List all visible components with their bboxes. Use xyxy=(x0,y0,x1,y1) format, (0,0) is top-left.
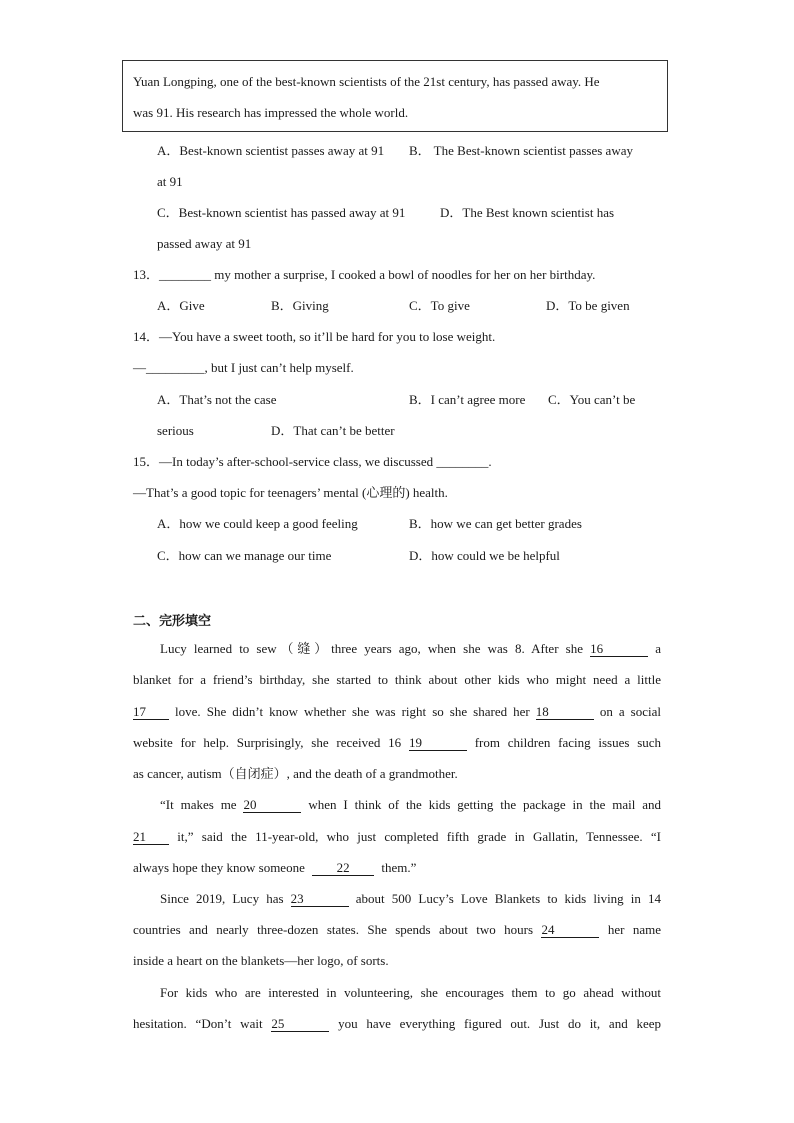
blank-22[interactable]: 22 xyxy=(312,861,374,876)
q12-option-c[interactable]: C．Best-known scientist has passed away at 91 xyxy=(157,205,406,220)
blank-19[interactable]: 19 xyxy=(409,736,467,751)
q15-blank: ________ xyxy=(436,454,489,469)
passage-p4-line-1: For kids who are interested in volunteering, she encourages them to go ahead without xyxy=(160,985,661,1000)
text-span: when I think of the kids getting the package in the mail and xyxy=(308,797,662,812)
text-span: Since 2019, Lucy has xyxy=(160,891,284,906)
q15-option-a[interactable]: A．how we could keep a good feeling xyxy=(157,516,358,531)
blank-18[interactable]: 18 xyxy=(536,705,594,720)
section-title-cloze: 二、完形填空 xyxy=(133,614,212,629)
text-span: you have everything figured out. Just do it, and keep xyxy=(338,1016,662,1031)
passage-p2-line-3 xyxy=(133,860,416,876)
q15-stem-line-1 xyxy=(133,454,492,470)
blank-17[interactable]: 17 xyxy=(133,705,169,720)
q12-box-line-1: Yuan Longping, one of the best-known scientists of the 21st century, has passed away. He xyxy=(133,74,600,89)
text-span: Lucy learned to sew（缝）three years ago, when she was 8. After she xyxy=(160,641,583,656)
q14-option-c[interactable]: C．You can’t be xyxy=(548,392,636,407)
blank-24[interactable]: 24 xyxy=(541,923,599,938)
passage-p2-line-2 xyxy=(133,829,661,845)
q13-blank: ________ xyxy=(159,267,212,282)
text-span: from children facing issues such xyxy=(474,735,662,750)
passage-p1-line-5: as cancer, autism（自闭症）, and the death of a grandmother. xyxy=(133,766,458,781)
q13-stem xyxy=(133,267,595,283)
q12-option-b-continued: at 91 xyxy=(157,174,183,189)
q14-text: , but I just can’t help myself. xyxy=(204,360,354,375)
q15-period: . xyxy=(488,454,492,469)
text-span: countries and nearly three-dozen states. She spends about two hours xyxy=(133,922,534,937)
passage-p3-line-3: inside a heart on the blankets—her logo, of sorts. xyxy=(133,953,389,968)
passage-p3-line-2 xyxy=(133,922,661,938)
text-span: it,” said the 11-year-old, who just completed fifth grade in Gallatin, Tennessee. “I xyxy=(177,829,661,844)
q12-option-d[interactable]: D．The Best known scientist has xyxy=(440,205,615,220)
q12-headline-box xyxy=(122,60,668,132)
q13-option-c[interactable]: C．To give xyxy=(409,298,470,313)
q14-stem-line-2 xyxy=(133,360,354,376)
q15-stem-line-2: —That’s a good topic for teenagers’ mental (心理的) health. xyxy=(133,485,448,500)
text-span: a xyxy=(655,641,662,656)
q14-dash: — xyxy=(133,360,146,375)
text-span: always hope they know someone xyxy=(133,860,305,875)
text-span: about 500 Lucy’s Love Blankets to kids living in 14 xyxy=(355,891,662,906)
text-span: love. She didn’t know whether she was right so she shared her xyxy=(175,704,530,719)
q12-option-b[interactable]: B． The Best-known scientist passes away xyxy=(409,143,633,158)
text-span: them.” xyxy=(381,860,417,875)
passage-p4-line-2 xyxy=(133,1016,661,1032)
q12-box-line-2: was 91. His research has impressed the whole world. xyxy=(133,105,409,120)
text-span: “It makes me xyxy=(160,797,237,812)
q15-option-c[interactable]: C．how can we manage our time xyxy=(157,548,332,563)
q14-option-b[interactable]: B．I can’t agree more xyxy=(409,392,526,407)
q14-option-d[interactable]: D．That can’t be better xyxy=(271,423,395,438)
text-span: her name xyxy=(607,922,661,937)
q14-option-c-continued: serious xyxy=(157,423,194,438)
text-span: website for help. Surprisingly, she received 16 xyxy=(133,735,402,750)
q13-option-b[interactable]: B．Giving xyxy=(271,298,329,313)
q14-blank: _________ xyxy=(146,360,205,375)
q15-text: 15．—In today’s after-school-service class, we discussed xyxy=(133,454,437,469)
passage-p2-line-1 xyxy=(133,797,661,813)
passage-p3-line-1 xyxy=(133,891,661,907)
q12-option-a[interactable]: A．Best-known scientist passes away at 91 xyxy=(157,143,385,158)
blank-23[interactable]: 23 xyxy=(291,892,349,907)
q15-option-d[interactable]: D．how could we be helpful xyxy=(409,548,560,563)
q12-option-d-continued: passed away at 91 xyxy=(157,236,252,251)
text-span: on a social xyxy=(599,704,662,719)
passage-p1-line-2: blanket for a friend’s birthday, she started to think about other kids who might need a little xyxy=(133,672,661,687)
text-span: hesitation. “Don’t wait xyxy=(133,1016,263,1031)
blank-20[interactable]: 20 xyxy=(243,798,301,813)
passage-p1-line-1 xyxy=(133,641,661,657)
q13-number: 13． xyxy=(133,267,160,282)
q13-option-a[interactable]: A．Give xyxy=(157,298,205,313)
q13-text: my mother a surprise, I cooked a bowl of noodles for her on her birthday. xyxy=(211,267,596,282)
blank-16[interactable]: 16 xyxy=(590,642,648,657)
q13-option-d[interactable]: D．To be given xyxy=(546,298,630,313)
passage-p1-line-3 xyxy=(133,704,661,720)
blank-21[interactable]: 21 xyxy=(133,830,169,845)
q14-stem-line-1: 14．—You have a sweet tooth, so it’ll be hard for you to lose weight. xyxy=(133,329,496,344)
q14-option-a[interactable]: A．That’s not the case xyxy=(157,392,277,407)
blank-25[interactable]: 25 xyxy=(271,1017,329,1032)
passage-p1-line-4 xyxy=(133,735,661,751)
q15-option-b[interactable]: B．how we can get better grades xyxy=(409,516,582,531)
